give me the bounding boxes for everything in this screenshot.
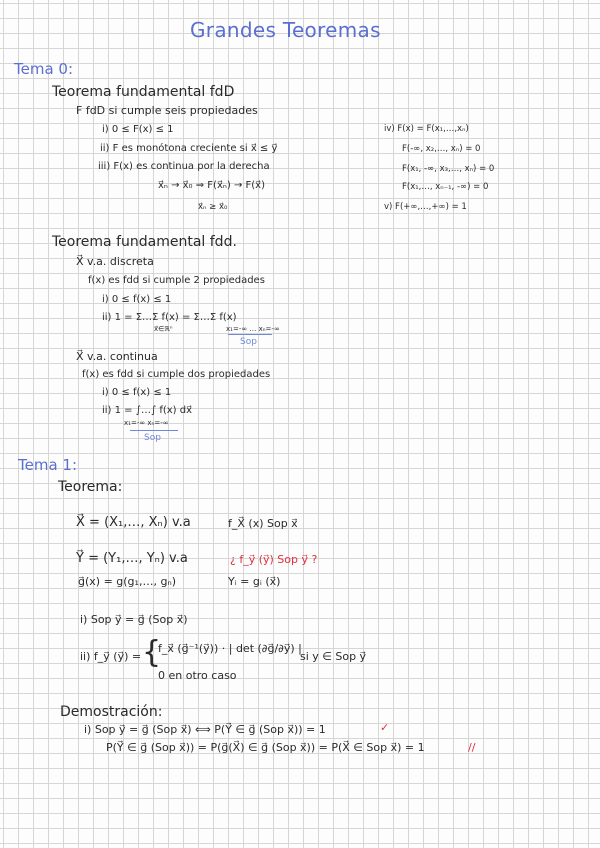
continuous-label: X⃗ v.a. continua [76, 350, 158, 363]
fdd-intro: F fdD si cumple seis propiedades [76, 104, 258, 117]
sop-underline-1 [228, 334, 272, 335]
sop-label-2: Sop [144, 433, 161, 443]
theorem-heading: Teorema: [58, 479, 123, 495]
item-ii-case1-cond: si y ∈ Sop y⃗ [300, 650, 367, 663]
end-mark: // [468, 741, 476, 754]
fdd-prop-5: v) F(+∞,…,+∞) = 1 [384, 202, 467, 212]
continuous-prop-2: ii) 1 = ∫…∫ f(x) dx⃗ [102, 405, 193, 416]
discrete-sub: x⃗∈ℝⁿ [154, 325, 173, 333]
fdd-prop-4: iv) F(x) = F(x₁,…,xₙ) [384, 124, 469, 134]
fdd-limit-cond: x⃗ₙ ≥ x⃗₀ [198, 202, 228, 212]
line-g-right: Yᵢ = gᵢ (x⃗) [228, 575, 281, 588]
question-red: ¿ f_y⃗ (y⃗) Sop y⃗ ? [230, 553, 318, 566]
item-ii-left: ii) f_y⃗ (y⃗) = [80, 650, 142, 663]
discrete-label: X⃗ v.a. discreta [76, 255, 154, 268]
discrete-prop-2: ii) 1 = Σ…Σ f(x) = Σ…Σ f(x) [102, 312, 237, 323]
fdd-heading: Teorema fundamental fdD [52, 84, 235, 100]
fdd-prop-2: ii) F es monótona creciente si x⃗ ≤ y⃗ [100, 143, 278, 154]
fdd-prop-1: i) 0 ≤ F(x) ≤ 1 [102, 124, 174, 135]
fdd-prop-4a: F(-∞, x₂,…, xₙ) = 0 [402, 144, 481, 154]
discrete-prop-1: i) 0 ≤ f(x) ≤ 1 [102, 294, 172, 305]
continuous-prop-1: i) 0 ≤ f(x) ≤ 1 [102, 387, 172, 398]
fdd-prop-4b: F(x₁, -∞, x₃,…, xₙ) = 0 [402, 164, 495, 174]
item-i: i) Sop y⃗ = g⃗ (Sop x⃗) [80, 613, 188, 626]
page-title: Grandes Teoremas [190, 18, 381, 42]
item-ii-case2: 0 en otro caso [158, 669, 237, 682]
fdd-prop-3: iii) F(x) es continua por la derecha [98, 161, 270, 172]
line-x-right: f_X⃗ (x) Sop x⃗ [228, 517, 298, 530]
discrete-intro: f(x) es fdd si cumple 2 propiedades [88, 275, 265, 286]
fdd-limit-line: x⃗ₙ → x⃗₀ ⇒ F(x⃗ₙ) → F(x⃗) [158, 180, 265, 191]
demo-line-2: P(Y⃗ ∈ g⃗ (Sop x⃗)) = P(g⃗(X⃗) ∈ g⃗ (Sop x⃗)) = P(X⃗ ∈ Sop x⃗) = 1 [106, 741, 425, 754]
demo-line-1: i) Sop y⃗ = g⃗ (Sop x⃗) ⟺ P(Y⃗ ∈ g⃗ (Sop x⃗)) = 1 [84, 723, 326, 736]
line-g: g⃗(x) = g(g₁,…, gₙ) [78, 575, 177, 588]
line-y: Y⃗ = (Y₁,…, Yₙ) v.a [76, 551, 188, 566]
fdd-prop-4c: F(x₁,…, xₙ₋₁, -∞) = 0 [402, 182, 489, 192]
sop-underline-2 [130, 430, 178, 431]
line-x: X⃗ = (X₁,…, Xₙ) v.a [76, 515, 191, 530]
check-mark: ✓ [380, 721, 390, 734]
section-label-tema1: Tema 1: [18, 456, 78, 474]
item-ii-case1: f_x⃗ (g⃗⁻¹(y⃗)) · | det (∂g⃗/∂y⃗) | [158, 642, 302, 655]
fdd-density-heading: Teorema fundamental fdd. [52, 234, 237, 250]
piecewise-brace: { [142, 635, 162, 670]
discrete-sub2: x₁=-∞ … xₙ=-∞ [226, 325, 280, 333]
section-label-tema0: Tema 0: [14, 60, 74, 78]
continuous-intro: f(x) es fdd si cumple dos propiedades [82, 369, 271, 380]
demo-label: Demostración: [60, 704, 163, 720]
sop-label-1: Sop [240, 337, 257, 347]
continuous-sub: x₁=-∞ xₙ=-∞ [124, 419, 169, 427]
